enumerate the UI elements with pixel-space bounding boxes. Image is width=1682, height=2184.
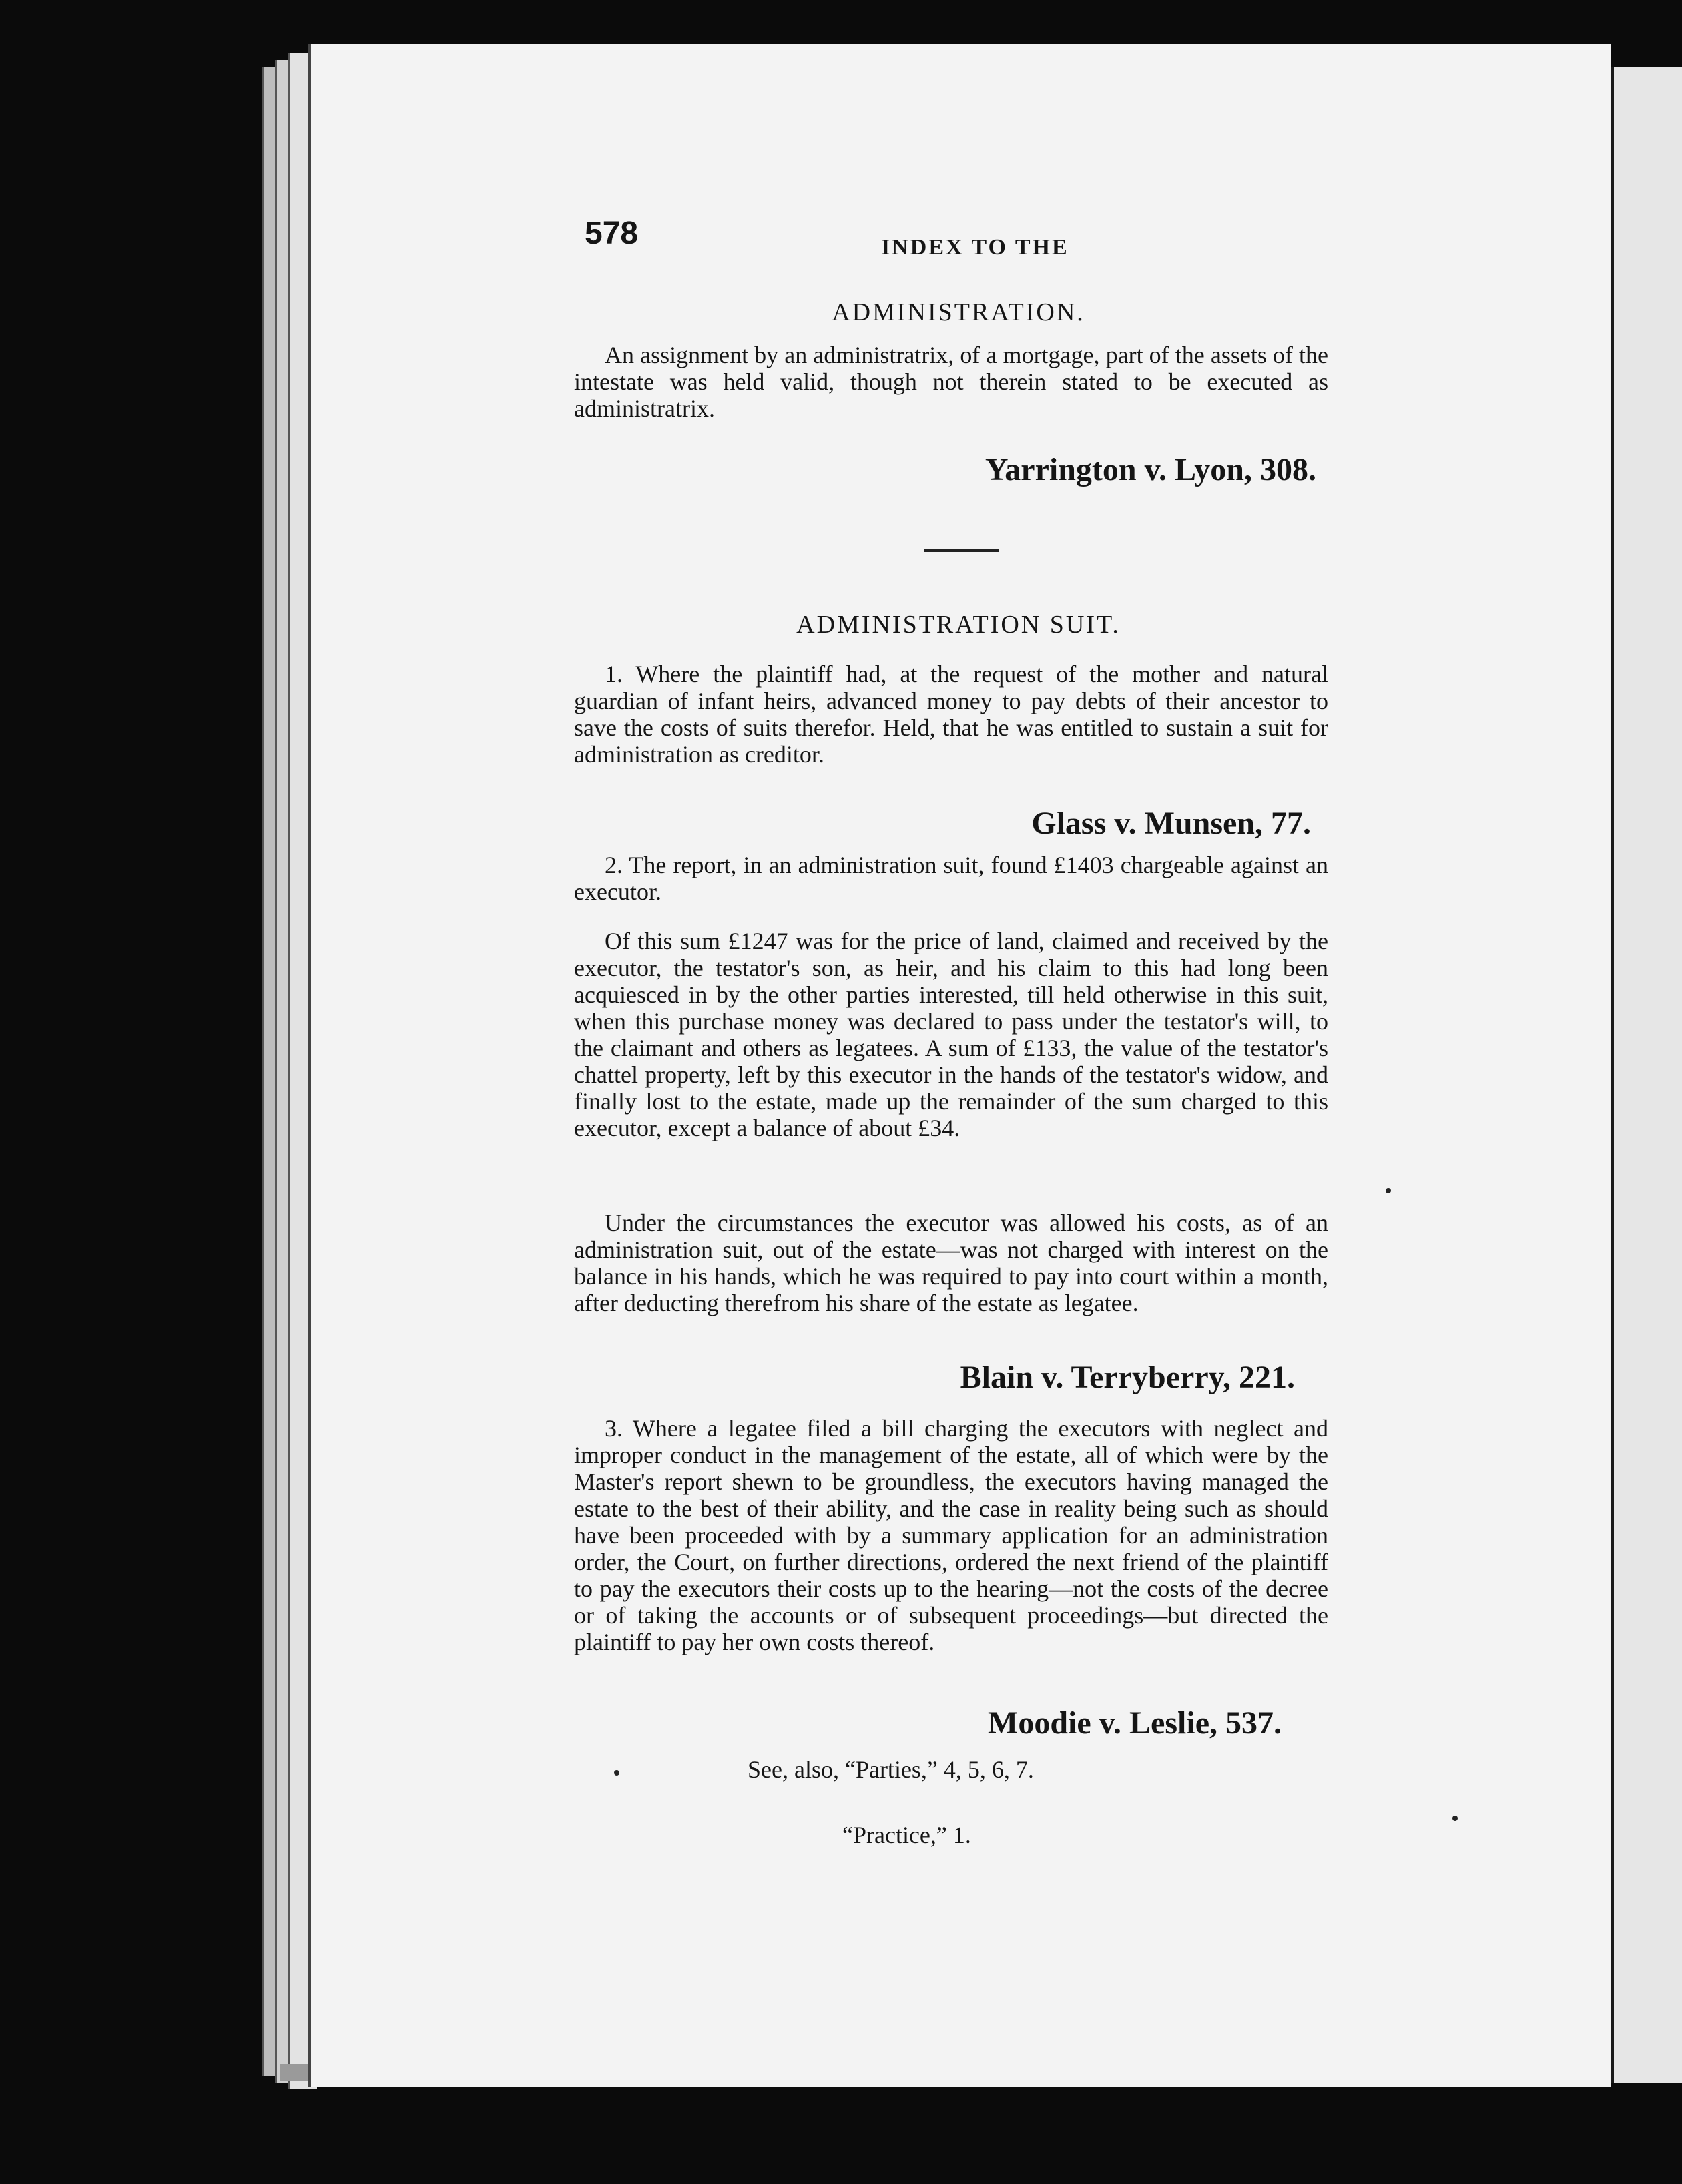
citation-moodie: Moodie v. Leslie, 537. (988, 1705, 1282, 1741)
paragraph-assignment: An assignment by an administratrix, of a mortgage, part of the assets of the intestate was held valid, though not therein stated to be executed as administratrix. (574, 342, 1328, 422)
scan-speck (614, 1770, 619, 1776)
scan-speck (1452, 1816, 1458, 1821)
running-head: INDEX TO THE (881, 235, 1069, 260)
citation-yarrington: Yarrington v. Lyon, 308. (985, 452, 1316, 487)
entry-1-paragraph: 1. Where the plaintiff had, at the request of the mother and natural guardian of infant heirs, advanced money to pay debts of their ancestor to save the costs of suits therefor. Held, that he was entitled to sustain a suit for administration as creditor. (574, 661, 1328, 768)
see-also-practice: “Practice,” 1. (842, 1822, 971, 1848)
page-number: 578 (585, 216, 639, 251)
scan-speck (1386, 1188, 1391, 1193)
entry-2-paragraph-2: Of this sum £1247 was for the price of land, claimed and received by the executor, the testator's son, as heir, and his claim to this had long been acquiesced in by the other parties interested, till held otherwise in this suit, when this purchase money was declared to pass under the testator's will, to the claimant and others as legatees. A sum of £133, the value of the testator's chattel property, left by this executor in the hands of the testator's widow, and finally lost to the estate, made up the remainder of the sum charged to this executor, except a balance of about £34. (574, 928, 1328, 1141)
section-heading-administration: ADMINISTRATION. (832, 298, 1085, 326)
citation-glass: Glass v. Munsen, 77. (1031, 806, 1311, 841)
citation-blain: Blain v. Terryberry, 221. (960, 1360, 1295, 1395)
entry-2-paragraph-1: 2. The report, in an administration suit, found £1403 chargeable against an executor. (574, 852, 1328, 905)
section-divider (924, 549, 999, 552)
see-also-parties: See, also, “Parties,” 4, 5, 6, 7. (748, 1756, 1034, 1783)
entry-3-paragraph: 3. Where a legatee filed a bill charging the executors with neglect and improper conduct in the management of the estate, all of which were by the Master's report shewn to be groundless, the executors having managed the estate to the best of their ability, and the case in reality being such as should have been proceeded with by a summary application for an administration order, the Court, on further directions, ordered the next friend of the plaintiff to pay the executors their costs up to the hearing—not the costs of the decree or of taking the accounts or of subsequent proceedings—but directed the plaintiff to pay her own costs thereof. (574, 1415, 1328, 1655)
section-heading-administration-suit: ADMINISTRATION SUIT. (796, 611, 1121, 639)
entry-2-paragraph-3: Under the circumstances the executor was allowed his costs, as of an administration suit, out of the estate—was not charged with interest on the balance in his hands, which he was required to pay into court within a month, after deducting therefrom his share of the estate as legatee. (574, 1209, 1328, 1316)
facing-page-edge (1609, 67, 1682, 2083)
